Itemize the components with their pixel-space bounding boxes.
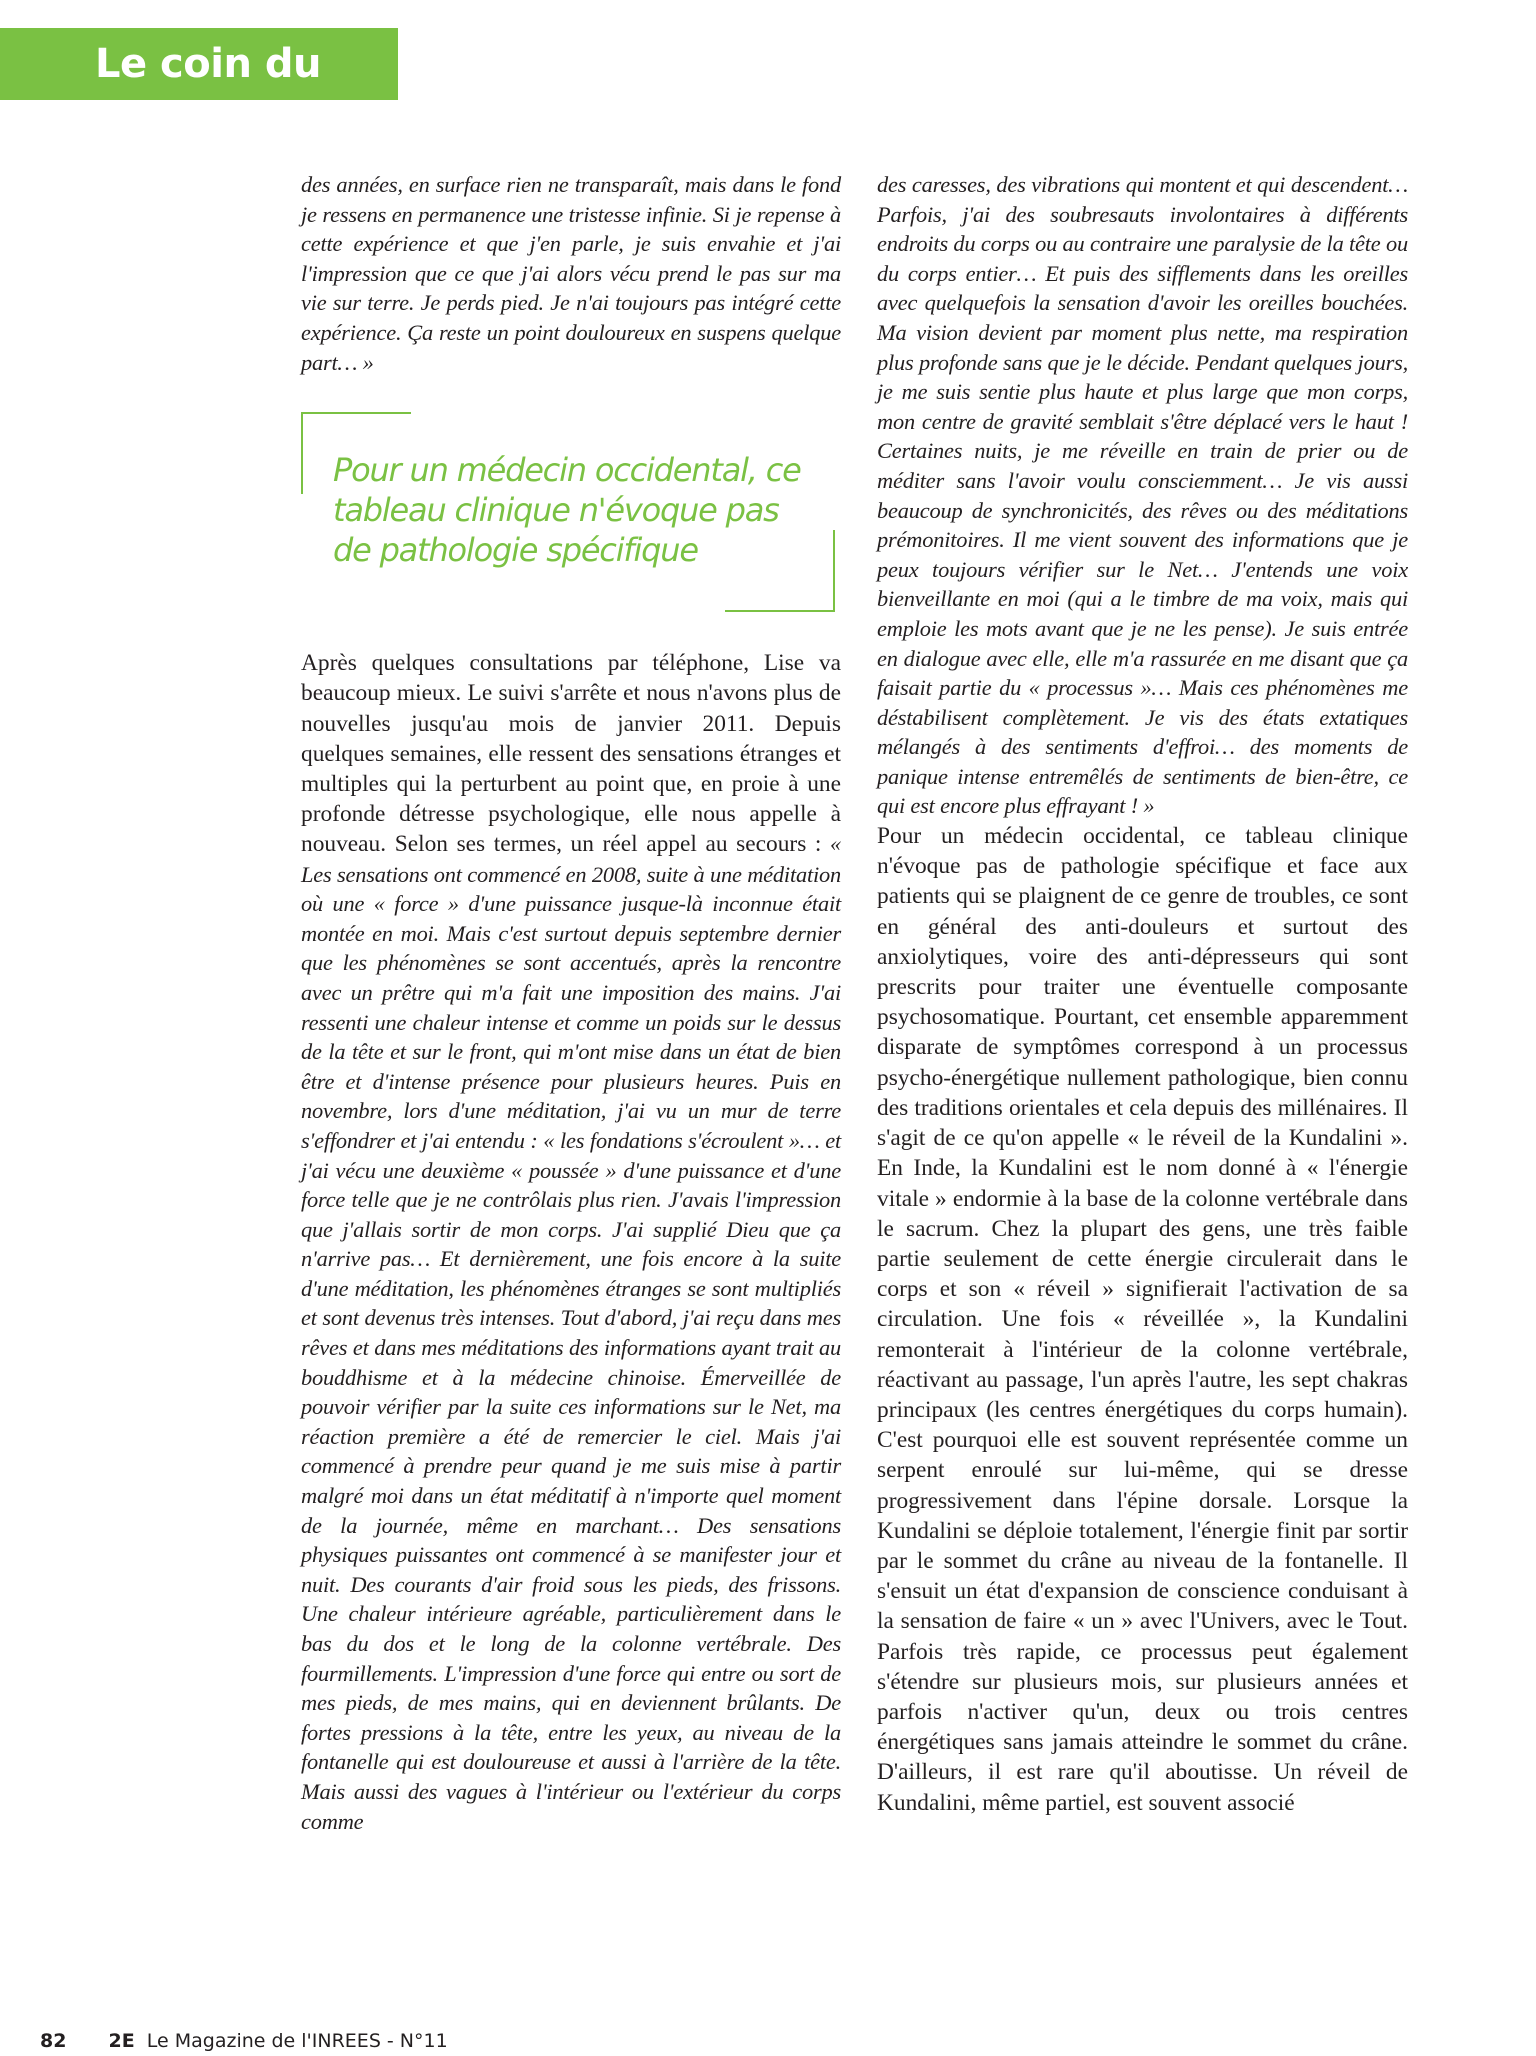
quote-bracket-top-left — [301, 412, 303, 494]
body-intro: Après quelques consultations par téléphone, Lise va beaucoup mieux. Le suivi s'arrête et nous n'avons plus de nouvelles jusqu'au mois de janvier 2011. Depuis quelques semaines, elle ressent des sensations étranges et multiples qui la perturbent au point que, en proie à une profonde détresse psychologique, elle nous appelle à nouveau. Selon ses termes, un réel appel au secours : — [301, 650, 841, 858]
testimony: « Les sensations ont commencé en 2008, suite à une méditation où une « force » d'une puissance jusque-là inconnue était montée en moi. Mais c'est surtout depuis septembre dernier que les phénomènes se sont accentués, après la rencontre avec un prêtre qui m'a fait une imposition des mains. J'ai ressenti une chaleur intense et comme un poids sur le dessus de la tête et sur le front, qui m'ont mise dans un état de bien être et d'intense présence pour plusieurs heures. Puis en novembre, lors d'une méditation, j'ai vu un mur de terre s'effondrer et j'ai entendu : « les fondations s'écroulent »… et j'ai vécu une deuxième « poussée » d'une puissance et d'une force telle que je ne contrôlais plus rien. J'avais l'impression que j'allais sortir de mon corps. J'ai supplié Dieu que ça n'arrive pas… Et dernièrement, une fois encore à la suite d'une méditation, les phénomènes étranges se sont multipliés et sont devenus très intenses. Tout d'abord, j'ai reçu dans mes rêves et dans mes méditations des informations ayant trait au bouddhisme et à la médecine chinoise. Émerveillée de pouvoir vérifier par la suite ces informations sur le Net, ma réaction première a été de remercier le ciel. Mais j'ai commencé à prendre peur quand je me suis mise à partir malgré moi dans un état méditatif à n'importe quel moment de la journée, même en marchant… Des sensations physiques puissantes ont commencé à se manifester jour et nuit. Des courants d'air froid sous les pieds, des frissons. Une chaleur intérieure agréable, particulièrement dans le bas du dos et le long de la colonne vertébrale. Des fourmillements. L'impression d'une force qui entre ou sort de mes pieds, de mes mains, qui en deviennent brûlants. De fortes pressions à la tête, entre les yeux, au niveau de la fontanelle qui est douloureuse et aussi à l'arrière de la tête. Mais aussi des vagues à l'intérieur ou l'extérieur du corps comme — [301, 831, 841, 1834]
quote-bracket-top-left-bar — [301, 412, 411, 414]
magazine-name: Le Magazine de l'INREES - N°11 — [146, 2030, 448, 2052]
testimony-continued: des caresses, des vibrations qui montent et qui descendent… Parfois, j'ai des soubresauts involontaires à différents endroits du corps ou au contraire une paralysie de la tête ou du corps entier… Et puis des sifflements dans les oreilles avec quelquefois la sensation d'avoir les oreilles bouchées. Ma vision devient par moment plus nette, ma respiration plus profonde sans que je le décide. Pendant quelques jours, je me suis sentie plus haute et plus large que mon corps, mon centre de gravité semblait s'être déplacé vers le haut ! Certaines nuits, je me réveille en train de prier ou de méditer sans l'avoir voulu consciemment… Je vis aussi beaucoup de synchronicités, des rêves ou des méditations prémonitoires. Il me vient souvent des informations que je peux toujours vérifier sur le Net… J'entends une voix bienveillante en moi (qui a le timbre de ma voix, mais qui emploie les mots avant que je ne les pense). Je suis entrée en dialogue avec elle, elle m'a rassurée en me disant que ça faisait partie du « processus »… Mais ces phénomènes me déstabilisent complètement. Je vis des états extatiques mélangés à des sentiments d'effroi… des moments de panique intense entremêlés de sentiments de bien-être, ce qui est encore plus effrayant ! » — [877, 172, 1408, 819]
quote-bracket-bottom-right-bar — [725, 610, 835, 612]
pull-quote-box — [301, 412, 841, 612]
left-column — [301, 170, 841, 1836]
right-column — [877, 170, 1408, 1818]
quote-bracket-bottom-right — [833, 530, 835, 612]
pull-quote: Pour un médecin occidental, ce tableau clinique n'évoque pas de pathologie spécifique — [333, 451, 801, 570]
analysis-paragraph: Pour un médecin occidental, ce tableau clinique n'évoque pas de pathologie spécifique et face aux patients qui se plaignent de ce genre de troubles, ce sont en général des anti-douleurs et surtout des anxiolytiques, voire des anti-dépresseurs qui sont prescrits pour traiter une éventuelle composante psychosomatique. Pourtant, cet ensemble apparemment disparate de symptômes correspond à un processus psycho-énergétique nullement pathologique, bien connu des traditions orientales et cela depuis des millénaires. Il s'agit de ce qu'on appelle « le réveil de la Kundalini ». En Inde, la Kundalini est le nom donné à « l'énergie vitale » endormie à la base de la colonne vertébrale dans le sacrum. Chez la plupart des gens, une très faible partie seulement de cette énergie circulerait dans le corps et son « réveil » signifierait l'activation de sa circulation. Une fois « réveillée », la Kundalini remonterait à l'intérieur de la colonne vertébrale, réactivant au passage, l'un après l'autre, les sept chakras principaux (les centres énergétiques du corps humain). C'est pourquoi elle est souvent représentée comme un serpent enroulé sur lui-même, qui se dresse progressivement dans l'épine dorsale. Lorsque la Kundalini se déploie totalement, l'énergie finit par sortir par le sommet du crâne au niveau de la fontanelle. Il s'ensuit un état d'expansion de conscience conduisant à la sensation de faire « un » avec l'Univers, avec le Tout. Parfois très rapide, ce processus peut également s'étendre sur plusieurs mois, sur plusieurs années et parfois n'activer qu'un, deux ou trois centres énergétiques sans jamais atteindre le sommet du crâne. D'ailleurs, il est rare qu'il aboutisse. Un réveil de Kundalini, même partiel, est souvent associé — [877, 823, 1408, 1816]
body-paragraph — [301, 648, 841, 1836]
magazine-brand: 2E — [108, 2030, 135, 2052]
section-title: Le coin du Psy — [0, 28, 398, 100]
page-number: 82 — [40, 2030, 67, 2052]
page-footer — [40, 2026, 448, 2056]
intro-quote: des années, en surface rien ne transparaît, mais dans le fond je ressens en permanence une tristesse infinie. Si je repense à cette expérience et que j'en parle, je suis envahie et j'ai l'impression que ce que j'ai alors vécu prend le pas sur ma vie sur terre. Je perds pied. Je n'ai toujours pas intégré cette expérience. Ça reste un point douloureux en suspens quelque part… » — [301, 172, 841, 375]
